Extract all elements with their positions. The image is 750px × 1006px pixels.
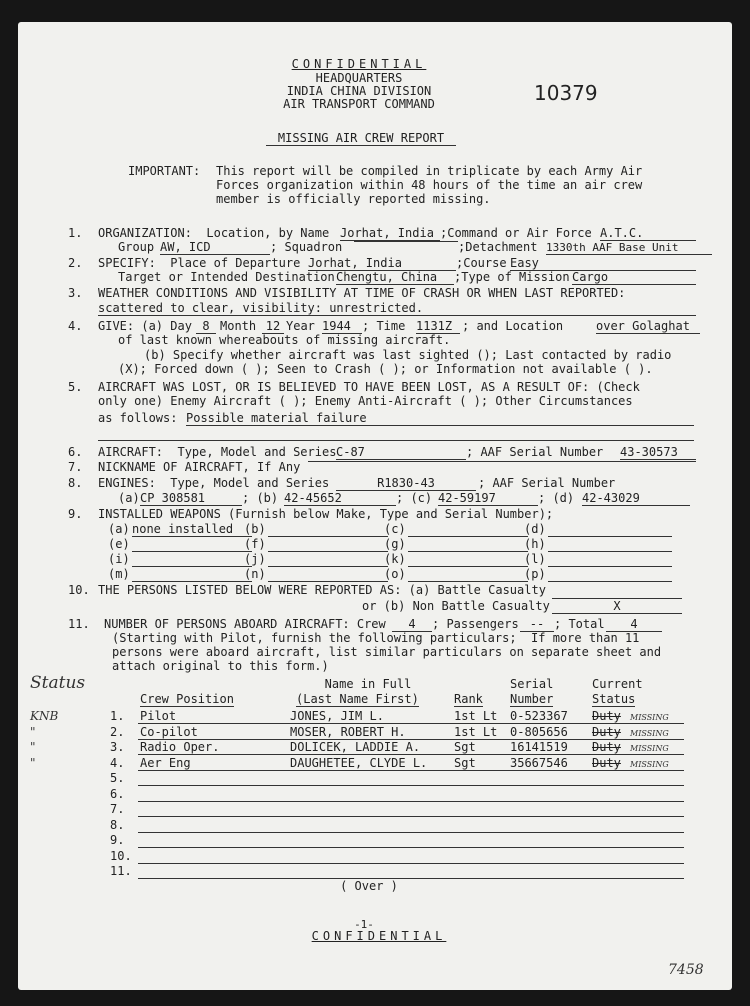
important-line-1: This report will be compiled in triplicate by each Army Air [216,164,643,178]
name-header-top: Name in Full [324,677,412,691]
crew-name-cell: DAUGHETEE, CLYDE L. [290,755,428,770]
crew-row-line [138,754,684,755]
weapon-slot-label: (p) [524,567,546,581]
weapon-slot-field [132,538,252,552]
corner-number: 7458 [668,962,704,978]
crew-row-line [138,816,684,817]
aboard-label: NUMBER OF PERSONS ABOARD AIRCRAFT: Crew [104,617,386,631]
departure-value: Jorhat, India [308,257,456,271]
nickname-label: NICKNAME OF AIRCRAFT, If Any [98,460,301,474]
crew-row-number: 1. [110,709,125,723]
course-value: Easy [510,257,696,271]
weapon-slot-label: (n) [244,567,266,581]
crew-status-cell: Duty [592,709,621,723]
weapon-slot-label: (f) [244,537,266,551]
group-value: AW, ICD [160,241,270,255]
crew-row-number: 4. [110,755,125,770]
give-label: GIVE: (a) Day [98,319,192,333]
aboard-line-2: (Starting with Pilot, furnish the following particulars; If more than 11 [112,631,640,645]
weapon-slot-field [548,553,672,567]
weapon-slot-label: (e) [108,537,130,551]
crew-row-number: 5. [110,771,125,785]
section-4-number: 4. [68,319,83,333]
weapon-slot-label: (c) [384,522,406,536]
crew-row-number: 7. [110,802,125,816]
weapon-slot-field [548,523,672,537]
serial-header: Number [510,692,554,706]
engine-type-value: R1830-43 [336,477,476,491]
crew-row-line [138,847,684,848]
weather-label: WEATHER CONDITIONS AND VISIBILITY AT TIME OF CRASH OR WHEN LAST REPORTED: [98,286,626,300]
passengers-value: -- [520,618,554,632]
engine-c-label: ; (c) [396,491,433,505]
crew-serial-cell: 0-523367 [510,709,568,723]
crew-position-cell: Radio Oper. [140,740,220,754]
division-line: INDIA CHINA DIVISION [286,84,432,98]
weapon-slot-label: (m) [108,567,130,581]
engine-c-value: 42-59197 [438,492,538,506]
rank-header: Rank [454,692,483,706]
position-header: Crew Position [140,692,234,706]
weapon-slot-field [408,553,528,567]
classification-footer: CONFIDENTIAL [311,929,447,943]
mission-label: ;Type of Mission [454,270,570,284]
engine-b-value: 42-45652 [284,492,396,506]
crew-serial-cell: 35667546 [510,755,568,770]
weather-value: scattered to clear, visibility: unrestricted. [98,302,696,316]
crew-rank-cell: 1st Lt [454,724,498,739]
weapon-slot-label: (k) [384,552,406,566]
month-value: 12 [262,320,284,334]
year-value: 1944 [322,320,362,334]
weapon-slot-field [132,568,252,582]
weapon-slot-field [268,523,388,537]
crew-row-number: 10. [110,848,132,863]
section-2-number: 2. [68,256,83,270]
report-title: MISSING AIR CREW REPORT [266,132,456,146]
crew-position-cell: Co-pilot [140,724,198,739]
weapon-slot-field [132,553,252,567]
group-label: Group [118,240,155,254]
weapon-slot-label: (h) [524,537,546,551]
status-handwritten: Status [30,673,86,693]
crew-status-cell: Duty [592,724,621,739]
crew-row-number: 3. [110,740,125,754]
crew-row-handwritten-mark: KNB [30,709,59,723]
weapon-slot-field [268,568,388,582]
important-line-2: Forces organization within 48 hours of the time an air crew [216,178,643,192]
section-10-number: 10. [68,583,90,597]
weapon-slot-label: (j) [244,552,266,566]
crew-name-cell: MOSER, ROBERT H. [290,724,406,739]
crew-rank-cell: 1st Lt [454,709,498,723]
important-label: IMPORTANT: [128,164,201,178]
time-value: 1131Z [416,320,460,334]
lost-line-2: only one) Enemy Aircraft ( ); Enemy Anti-Aircraft ( ); Other Circumstances [98,394,633,408]
engine-d-value: 42-43029 [582,492,690,506]
section-5-number: 5. [68,380,83,394]
weapon-slot-field: none installed [132,523,252,537]
crew-row-handwritten-mark: " [30,724,36,739]
document-page [18,22,732,990]
engine-d-label: ; (d) [538,491,575,505]
total-label: ; Total [554,617,605,631]
course-label: ;Course [456,256,507,270]
engine-a-value: CP 308581 [140,492,242,506]
crew-row-line [138,832,684,833]
destination-label: Target or Intended Destination [118,270,335,284]
serial-header-top: Serial [510,677,554,691]
specify-label: SPECIFY: Place of Departure [98,256,301,270]
squadron-label: ; Squadron [270,240,343,254]
crew-row-number: 9. [110,833,125,847]
non-battle-casualty-value: X [552,600,682,614]
aircraft-label: AIRCRAFT: Type, Model and Series [98,445,337,459]
destination-value: Chengtu, China [336,271,454,285]
mission-value: Cargo [572,271,696,285]
weapon-slot-field [548,538,672,552]
weapon-slot-label: (i) [108,552,130,566]
location-value-4: over Golaghat [596,320,700,334]
section-7-number: 7. [68,460,83,474]
section-11-number: 11. [68,617,90,631]
crew-row-line [138,723,684,724]
engine-a-label: (a) [118,491,140,505]
weapon-slot-label: (d) [524,522,546,536]
hq-line: HEADQUARTERS [315,71,403,85]
weapon-slot-label: (l) [524,552,546,566]
persons-line-2: or (b) Non Battle Casualty [362,599,550,613]
give-line-4: (X); Forced down ( ); Seen to Crash ( ); or Information not available ( ). [118,362,653,376]
detachment-label: ;Detachment [458,240,538,254]
important-line-3: member is officially reported missing. [216,192,491,206]
weapon-slot-label: (g) [384,537,406,551]
page-number: -1- [354,918,374,931]
total-value: 4 [606,618,662,632]
weapon-slot-label: (a) [108,522,130,536]
status-header-top: Current [592,677,643,691]
organization-label: ORGANIZATION: Location, by Name [98,226,330,240]
weapon-slot-label: (b) [244,522,266,536]
section-3-number: 3. [68,286,83,300]
crew-row-number: 8. [110,817,125,832]
lost-value: Possible material failure [186,412,694,426]
aircraft-type-value: C-87 [336,446,466,460]
crew-serial-cell: 16141519 [510,740,568,754]
year-label: Year [286,319,315,333]
passengers-label: ; Passengers [432,617,519,631]
aircraft-serial-value: 43-30573 [620,446,696,460]
engine-b-label: ; (b) [242,491,279,505]
weapon-slot-field [408,523,528,537]
crew-position-cell: Aer Eng [140,755,191,770]
report-number: 10379 [534,81,598,105]
crew-name-cell: JONES, JIM L. [290,709,384,723]
nickname-value [308,461,696,462]
crew-status-handwritten-note: MISSING [630,728,669,738]
detachment-value: 1330th AAF Base Unit [546,241,712,255]
crew-row-line [138,863,684,864]
classification-header: CONFIDENTIAL [291,57,427,71]
weapons-label: INSTALLED WEAPONS (Furnish below Make, Type and Serial Number); [98,507,554,521]
squadron-value [354,241,458,242]
give-line-2: of last known whereabouts of missing aircraft. [118,333,451,347]
command-label: ;Command or Air Force [440,226,592,240]
persons-line-1: THE PERSONS LISTED BELOW WERE REPORTED AS: (a) Battle Casualty [98,583,546,597]
crew-status-handwritten-note: MISSING [630,713,669,722]
crew-status-handwritten-note: MISSING [630,744,669,753]
crew-row-number: 11. [110,864,132,878]
section-8-number: 8. [68,476,83,490]
give-line-3: (b) Specify whether aircraft was last sighted (); Last contacted by radio [144,348,672,362]
name-header: (Last Name First) [296,692,419,706]
weapon-slot-field [548,568,672,582]
command-line: AIR TRANSPORT COMMAND [283,97,435,111]
weapon-slot-field [408,538,528,552]
command-value: A.T.C. [600,227,696,241]
crew-status-handwritten-note: MISSING [630,759,669,769]
lost-line-1: AIRCRAFT WAS LOST, OR IS BELIEVED TO HAVE BEEN LOST, AS A RESULT OF: (Check [98,380,640,394]
over-label: ( Over ) [340,879,398,893]
engine-serial-label: ; AAF Serial Number [478,476,616,490]
crew-serial-cell: 0-805656 [510,724,568,739]
crew-row-number: 6. [110,786,125,801]
section-1-number: 1. [68,226,83,240]
weapon-slot-label: (o) [384,567,406,581]
section-9-number: 9. [68,507,83,521]
status-header: Status [592,692,636,706]
crew-row-handwritten-mark: " [30,740,36,754]
crew-position-cell: Pilot [140,709,177,723]
crew-name-cell: DOLICEK, LADDIE A. [290,740,421,754]
weapon-slot-field [268,553,388,567]
crew-rank-cell: Sgt [454,740,476,754]
engines-label: ENGINES: Type, Model and Series [98,476,330,490]
crew-row-line [138,770,684,771]
crew-status-cell: Duty [592,755,621,770]
location-value: Jorhat, India [340,227,440,241]
crew-rank-cell: Sgt [454,755,476,770]
crew-row-line [138,801,684,802]
weapon-slot-field [408,568,528,582]
location-label-4: ; and Location [462,319,564,333]
crew-status-cell: Duty [592,740,621,754]
crew-row-line [138,785,684,786]
weapon-slot-field [268,538,388,552]
month-label: Month [220,319,257,333]
time-label: ; Time [362,319,406,333]
crew-row-handwritten-mark: " [30,755,36,770]
aboard-line-3: persons were aboard aircraft, list similar particulars on separate sheet and [112,645,662,659]
aircraft-serial-label: ; AAF Serial Number [466,445,604,459]
crew-row-number: 2. [110,724,125,739]
section-6-number: 6. [68,445,83,459]
blank-rule [98,440,694,441]
lost-line-3: as follows: [98,411,178,425]
crew-count-value: 4 [392,618,432,632]
crew-row-line [138,878,684,879]
day-value: 8 [196,320,216,334]
aboard-line-4: attach original to this form.) [112,659,329,673]
